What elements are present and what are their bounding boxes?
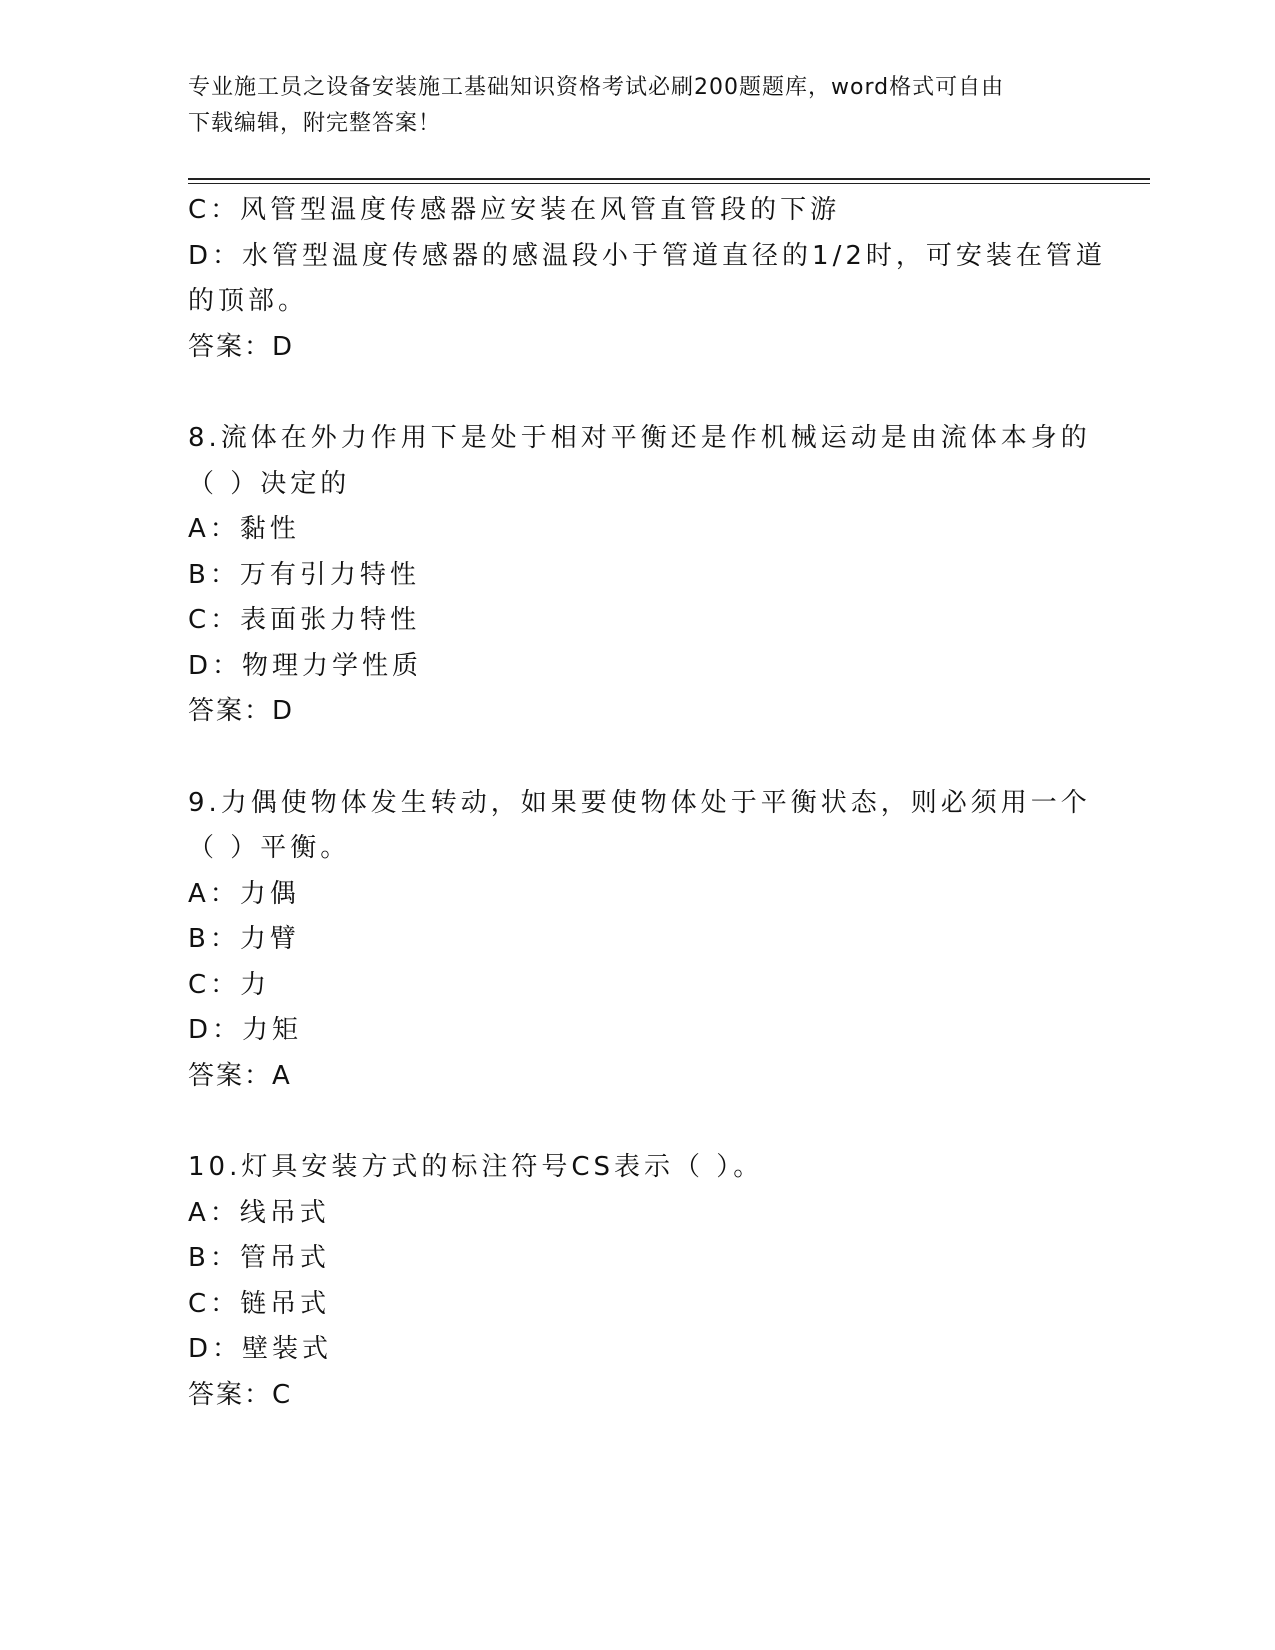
answer: 答案：D	[188, 331, 295, 362]
question-10	[188, 1145, 1088, 1418]
question-stem-line-2: （ ）决定的	[188, 468, 351, 499]
option-d: D：力矩	[188, 1015, 303, 1045]
option-b: B：管吊式	[188, 1243, 330, 1273]
question-stem-line-1: 8.流体在外力作用下是处于相对平衡还是作机械运动是由流体本身的	[188, 423, 1091, 453]
option-d: D：壁装式	[188, 1334, 333, 1364]
header-divider-thick	[188, 178, 1150, 180]
option-a: A：力偶	[188, 878, 300, 909]
option-d: D：物理力学性质	[188, 650, 423, 681]
header-line-2: 下载编辑，附完整答案！	[188, 111, 442, 136]
option-c: C：力	[188, 969, 271, 1000]
question-spacer	[188, 735, 1088, 781]
option-d-line-2: 的顶部。	[188, 286, 309, 316]
header-line-1: 专业施工员之设备安装施工基础知识资格考试必刷200题题库，word格式可自由	[188, 75, 1005, 100]
option-a: A：黏性	[188, 514, 300, 544]
question-spacer	[188, 370, 1088, 416]
answer: 答案：A	[188, 1060, 292, 1091]
option-c: C：表面张力特性	[188, 605, 421, 635]
question-stem-line-2: （ ）平衡。	[188, 833, 351, 863]
answer: 答案：D	[188, 696, 295, 726]
option-c: C：链吊式	[188, 1288, 331, 1319]
question-stem-line-1: 9.力偶使物体发生转动，如果要使物体处于平衡状态，则必须用一个	[188, 787, 1091, 818]
option-c: C：风管型温度传感器应安装在风管直管段的下游	[188, 195, 841, 225]
question-spacer	[188, 1099, 1088, 1145]
option-a: A：线吊式	[188, 1197, 330, 1228]
document-header	[188, 70, 1088, 142]
question-7-tail	[188, 188, 1106, 370]
option-d-line-1: D：水管型温度传感器的感温段小于管道直径的1/2时，可安装在管道	[188, 240, 1106, 271]
question-8	[188, 416, 1091, 735]
question-9	[188, 781, 1091, 1100]
answer: 答案：C	[188, 1379, 293, 1410]
option-b: B：万有引力特性	[188, 559, 420, 590]
option-b: B：力臂	[188, 924, 300, 954]
question-content	[188, 188, 1106, 1418]
question-stem-line-1: 10.灯具安装方式的标注符号CS表示（ ）。	[188, 1152, 764, 1182]
header-divider-thin	[188, 183, 1150, 184]
